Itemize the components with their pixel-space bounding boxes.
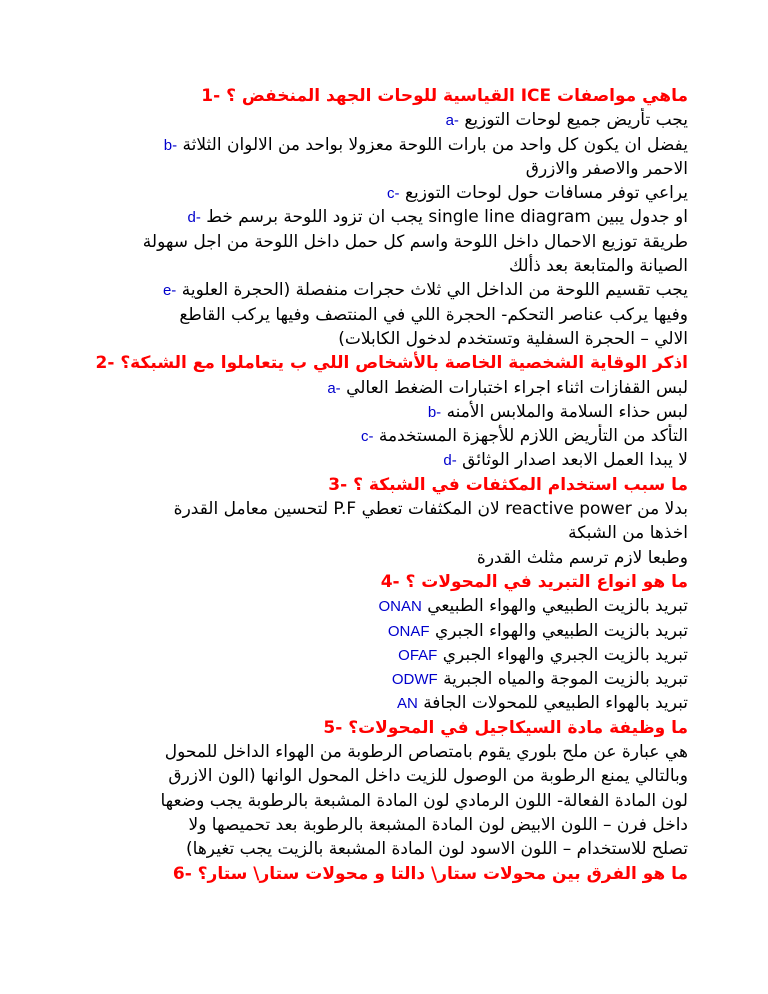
q1-item-d-marker: d- bbox=[187, 209, 201, 227]
q2-item-a-text: لبس القفازات اثناء اجراء اختبارات الضغط العالي bbox=[346, 377, 688, 398]
q1-item-e-marker: e- bbox=[162, 282, 177, 300]
q1-item-e-cont-1: وفيها يركب عناصر التحكم- الحجرة اللي في المنتصف وفيها يركب القاطع bbox=[179, 304, 688, 325]
q4-item-text: تبريد بالزيت الموجة والمياه الجبرية bbox=[443, 669, 688, 690]
q4-item-odwf bbox=[88, 667, 688, 691]
q4-item-text: تبريد بالهواء الطبيعي للمحولات الجافة bbox=[423, 693, 688, 714]
q4-item-onan bbox=[88, 594, 688, 618]
q5-line-1: هي عبارة عن ملح بلوري يقوم بامتصاص الرطوبة من الهواء الداخل للمحول bbox=[164, 742, 688, 763]
q4-item-text: تبريد بالزيت الطبيعي والهواء الطبيعي bbox=[427, 596, 688, 617]
q4-item-onaf bbox=[88, 619, 688, 643]
q2-item-d-marker: d- bbox=[443, 452, 457, 470]
q1-item-d bbox=[88, 205, 688, 229]
q3-line-2: اخذها من الشبكة bbox=[568, 523, 688, 544]
q5-line-2: وبالتالي يمنع الرطوبة من الوصول للزيت داخل المحول الوانها (الون الازرق bbox=[168, 766, 688, 787]
q2-item-c-marker: c- bbox=[360, 428, 374, 446]
q1-item-b-marker: b- bbox=[163, 136, 178, 154]
q1-item-c-marker: c- bbox=[387, 185, 400, 203]
q4-item-text: تبريد بالزيت الطبيعي والهواء الجبري bbox=[434, 620, 688, 641]
q1-item-a-marker: a- bbox=[445, 112, 459, 130]
q4-item-code: ODWF bbox=[391, 671, 438, 689]
q5-line-4: داخل فرن – اللون الابيض لون المادة المشبعة بالرطوبة بعد تحميصها ولا bbox=[188, 814, 688, 835]
q1-item-d-text: او جدول يبين single line diagram يجب ان تزود اللوحة برسم خط bbox=[206, 207, 688, 228]
q4-item-code: ONAN bbox=[378, 598, 422, 616]
q1-item-b-cont: الاحمر والاصفر والازرق bbox=[525, 158, 688, 179]
q3-line-3: وطبعا لازم ترسم مثلث القدرة bbox=[476, 547, 688, 568]
question-4-title: ما هو انواع التبريد في المحولات ؟ -4 bbox=[380, 571, 688, 592]
question-3-title: ما سبب استخدام المكثفات في الشبكة ؟ -3 bbox=[328, 474, 688, 495]
q4-item-code: ONAF bbox=[387, 622, 430, 640]
q2-item-d-text: لا يبدا العمل الابعد اصدار الوثائق bbox=[462, 450, 688, 471]
q1-item-c bbox=[88, 181, 688, 205]
q5-line-5: تصلح للاستخدام – اللون الاسود لون المادة المشبعة بالزيت يجب تغيرها) bbox=[186, 839, 688, 860]
q2-item-b bbox=[88, 400, 688, 424]
q1-item-e bbox=[88, 278, 688, 302]
q4-item-code: AN bbox=[396, 695, 418, 713]
q1-item-a-text: يجب تأريض جميع لوحات التوزيع bbox=[464, 110, 688, 131]
q1-item-b-text: يفضل ان يكون كل واحد من بارات اللوحة معزولا بواحد من الالوان الثلاثة bbox=[182, 134, 688, 155]
q2-item-a-marker: a- bbox=[327, 379, 341, 397]
q1-item-b bbox=[88, 133, 688, 157]
question-1-title: ماهي مواصفات ICE القياسية للوحات الجهد المنخفض ؟ -1 bbox=[201, 86, 688, 106]
q4-item-ofaf bbox=[88, 643, 688, 667]
q1-item-d-cont-2: الصيانة والمتابعة بعد ذألك bbox=[509, 256, 688, 277]
q1-item-e-text: يجب تقسيم اللوحة من الداخل الي ثلاث حجرات منفصلة (الحجرة العلوية bbox=[181, 280, 688, 301]
q2-item-b-marker: b- bbox=[427, 403, 442, 421]
q2-item-a bbox=[88, 376, 688, 400]
q1-item-a bbox=[88, 108, 688, 132]
q2-item-d bbox=[88, 448, 688, 472]
q5-line-3: لون المادة الفعالة- اللون الرمادي لون المادة المشبعة بالرطوبة يجب وضعها bbox=[160, 790, 688, 811]
q3-line-1: بدلا من reactive power لان المكثفات تعطي P.F لتحسين معامل القدرة bbox=[173, 499, 688, 520]
q4-item-an bbox=[88, 691, 688, 715]
q1-item-c-text: يراعي توفر مسافات حول لوحات التوزيع bbox=[404, 183, 688, 204]
q4-item-code: OFAF bbox=[398, 646, 438, 664]
document-page bbox=[88, 84, 688, 886]
question-6-title: ما هو الفرق بين محولات ستار\ دالتا و محولات ستار\ ستار؟ -6 bbox=[172, 863, 688, 884]
q2-item-c bbox=[88, 424, 688, 448]
q2-item-b-text: لبس حذاء السلامة والملابس الأمنه bbox=[446, 401, 688, 422]
q1-item-e-cont-2: الالي – الحجرة السفلية وتستخدم لدخول الكابلات) bbox=[338, 328, 688, 349]
question-5-title: ما وظيفة مادة السيكاجيل في المحولات؟ -5 bbox=[323, 717, 688, 738]
q4-item-text: تبريد بالزيت الجبري والهواء الجبري bbox=[442, 644, 688, 665]
q2-item-c-text: التأكد من التأريض اللازم للأجهزة المستخدمة bbox=[378, 426, 688, 447]
q1-item-d-cont-1: طريقة توزيع الاحمال داخل اللوحة واسم كل حمل داخل اللوحة من اجل سهولة bbox=[142, 231, 688, 252]
question-2-title: اذكر الوقاية الشخصية الخاصة بالأشخاص اللي ب يتعاملوا مع الشبكة؟ -2 bbox=[95, 353, 688, 374]
